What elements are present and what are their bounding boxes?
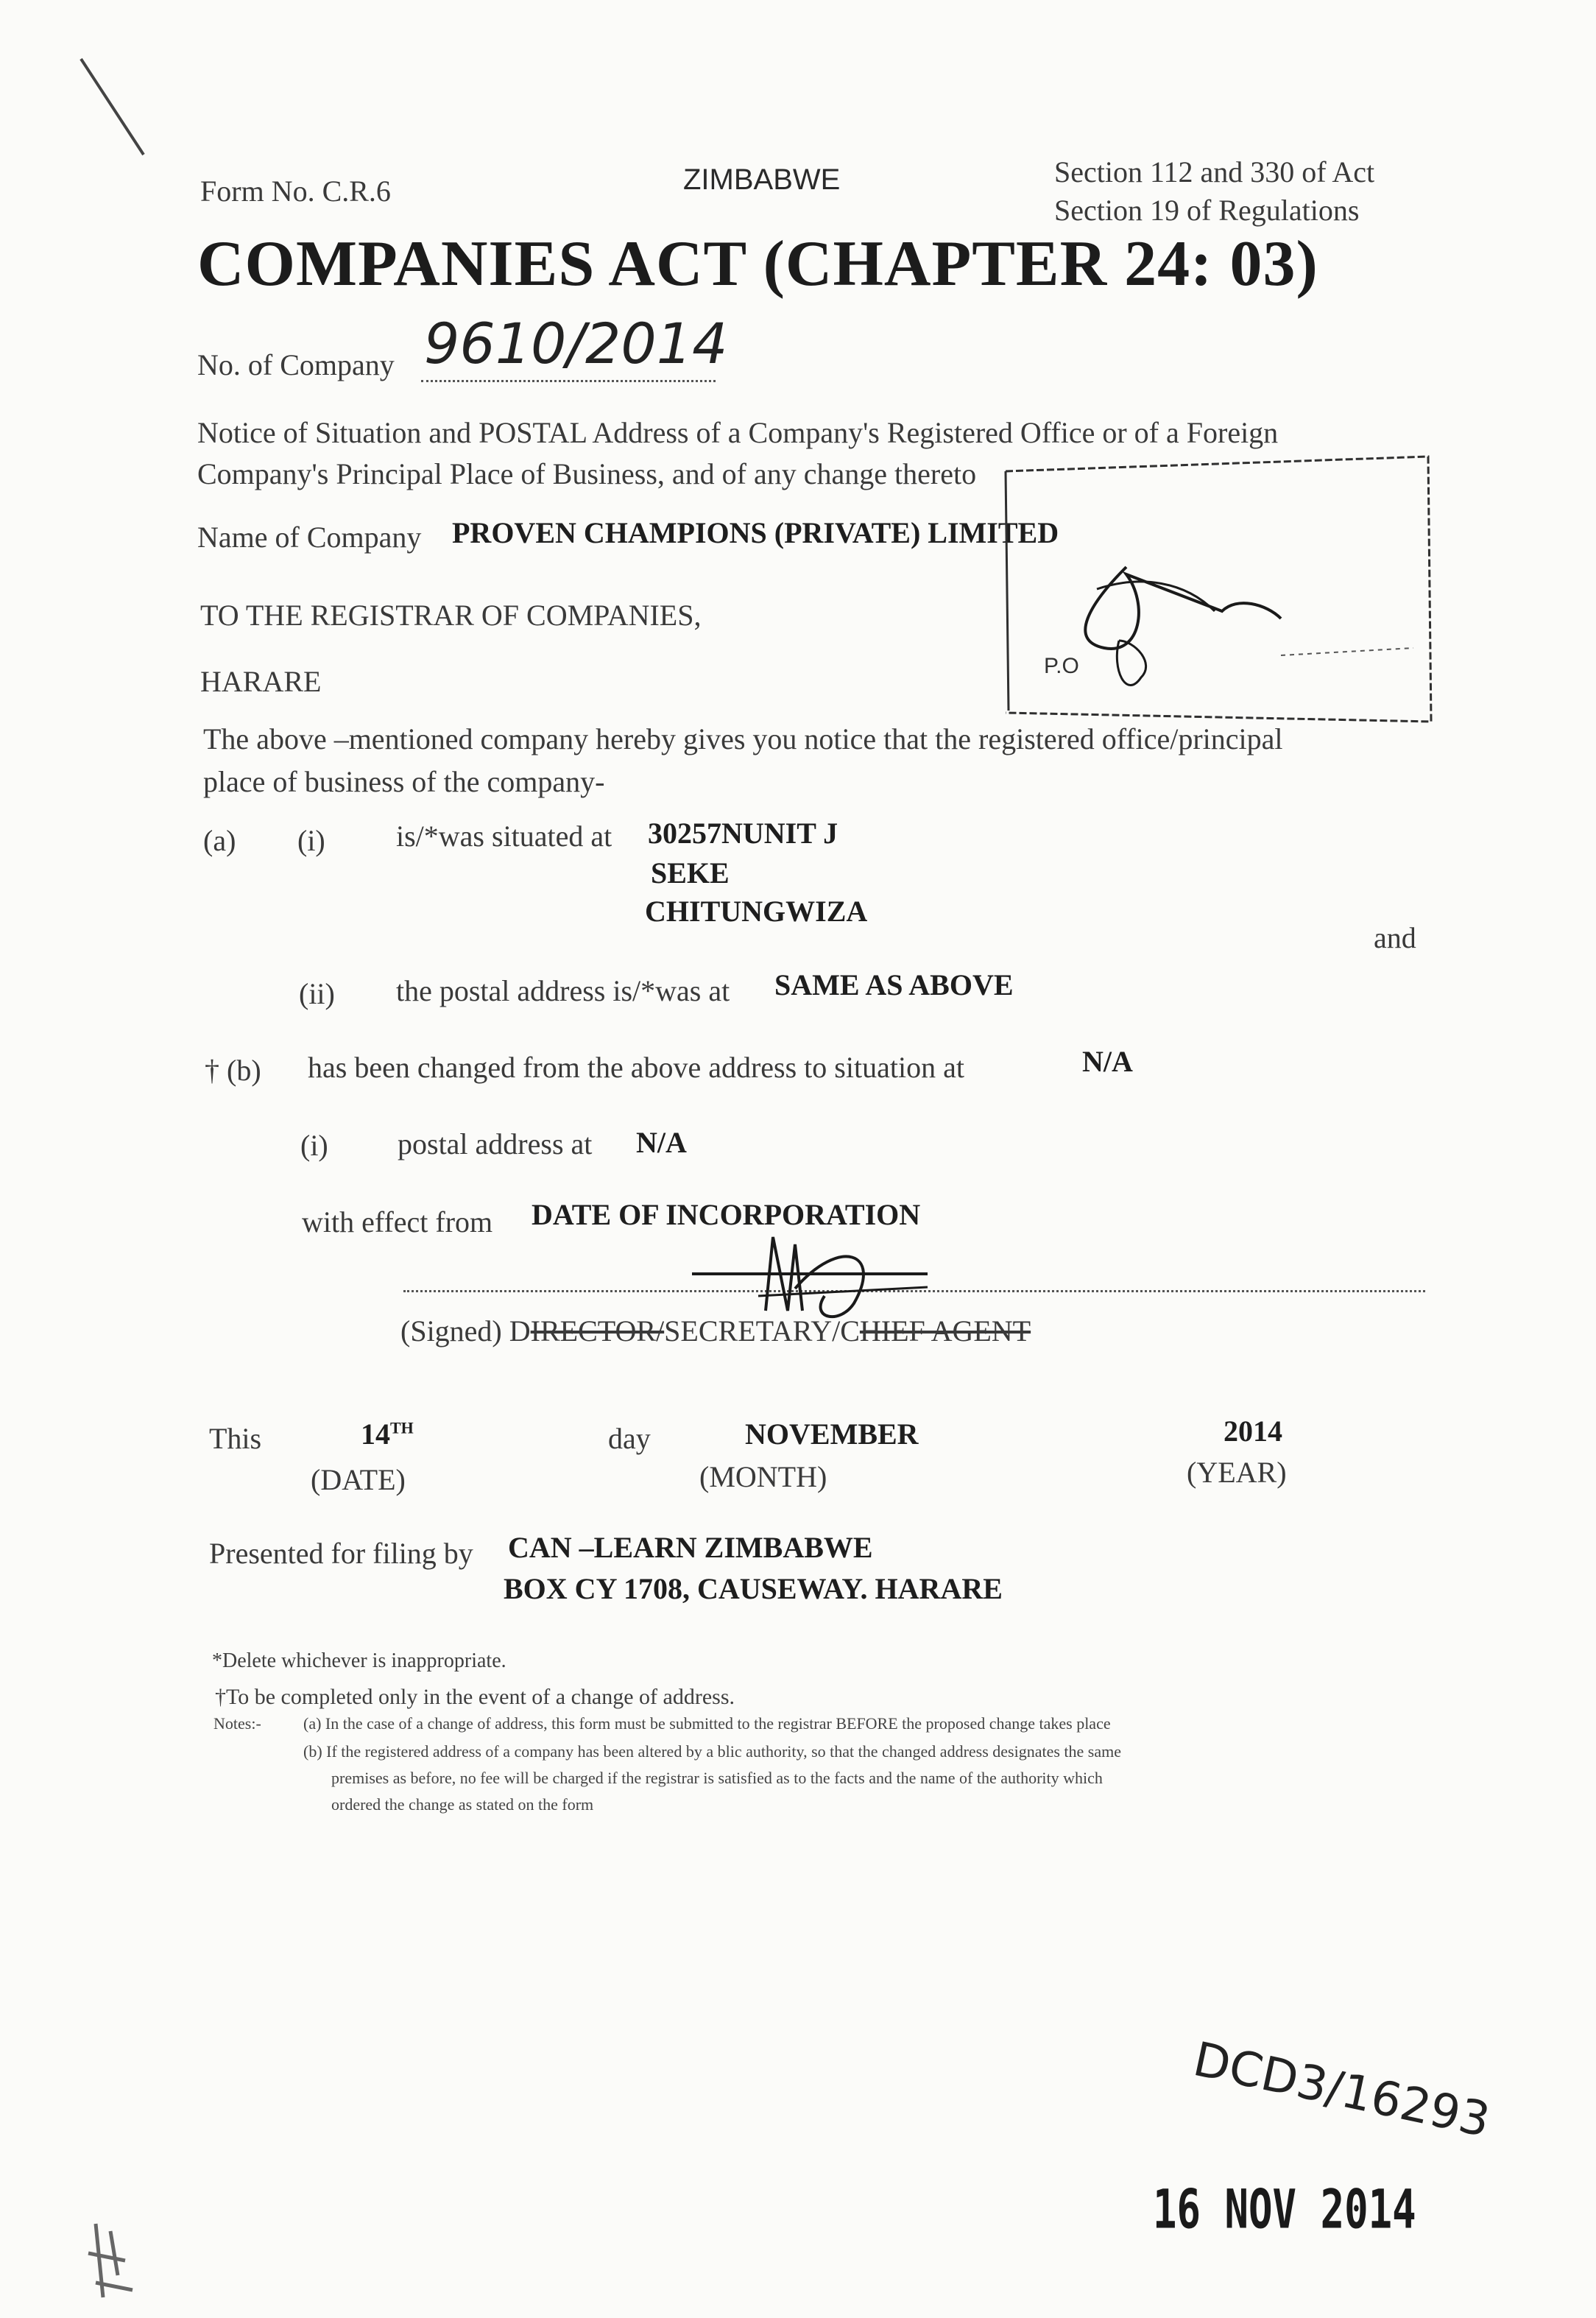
- notice-line-2: Company's Principal Place of Business, and of any change thereto: [197, 457, 977, 490]
- month-label: (MONTH): [699, 1460, 827, 1493]
- item-a-sub-ii: (ii): [299, 977, 335, 1010]
- addressee-line-2: HARARE: [200, 665, 322, 698]
- day-text: day: [608, 1422, 651, 1455]
- page-title: COMPANIES ACT (CHAPTER 24: 03): [197, 228, 1318, 300]
- body-line-2: place of business of the company-: [203, 765, 605, 798]
- note-b-line-2: premises as before, no fee will be charged if the registrar is satisfied as to the facts and the name of the authority which: [331, 1769, 1103, 1787]
- item-a-label: (a): [203, 824, 236, 857]
- handwritten-reference: DCD3/16293: [1188, 2032, 1495, 2149]
- note-b-line-3: ordered the change as stated on the form: [331, 1795, 594, 1814]
- address-line-2: SEKE: [651, 856, 730, 889]
- country-label: ZIMBABWE: [683, 163, 841, 196]
- form-number: Form No. C.R.6: [200, 175, 391, 208]
- date-day-value: [361, 1417, 414, 1451]
- signed-director-struck: IRECTOR/: [530, 1314, 665, 1348]
- day-number: 14: [361, 1417, 390, 1451]
- notes-label: Notes:-: [213, 1714, 261, 1733]
- this-text: This: [209, 1422, 262, 1455]
- signed-role: [400, 1314, 1031, 1348]
- item-b-sub-i: (i): [300, 1129, 328, 1162]
- received-date-stamp: 16 NOV 2014: [1153, 2178, 1416, 2241]
- company-number-label: No. of Company: [197, 348, 395, 381]
- presented-label: Presented for filing by: [209, 1537, 473, 1570]
- month-value: NOVEMBER: [745, 1417, 919, 1451]
- signed-prefix: (Signed) D: [400, 1314, 531, 1348]
- day-suffix: TH: [390, 1418, 414, 1437]
- presenter-address: BOX CY 1708, CAUSEWAY. HARARE: [504, 1572, 1003, 1605]
- footnote-delete: *Delete whichever is inappropriate.: [212, 1649, 506, 1672]
- item-a-sub-i: (i): [297, 824, 325, 857]
- item-a-situated-text: is/*was situated at: [396, 820, 612, 853]
- signed-secretary: SECRETARY/C: [664, 1314, 860, 1348]
- item-b-changed-text: has been changed from the above address to situation at: [308, 1051, 964, 1084]
- notice-line-1: Notice of Situation and POSTAL Address of a Company's Registered Office or of a Foreign: [197, 416, 1279, 449]
- note-a: (a) In the case of a change of address, this form must be submitted to the registrar BEFORE the proposed change takes place: [303, 1714, 1111, 1733]
- company-name-value: PROVEN CHAMPIONS (PRIVATE) LIMITED: [452, 516, 1059, 549]
- address-line-1: 30257NUNIT J: [648, 817, 838, 850]
- presenter-name: CAN –LEARN ZIMBABWE: [508, 1531, 873, 1564]
- office-stamp: [1001, 420, 1436, 729]
- postal-address-text: the postal address is/*was at: [396, 974, 730, 1007]
- item-b-value: N/A: [1082, 1045, 1133, 1078]
- effect-label: with effect from: [302, 1205, 493, 1239]
- company-number-value: 9610/2014: [424, 311, 728, 376]
- postal-address-value: SAME AS ABOVE: [774, 968, 1014, 1001]
- item-b-label: † (b): [205, 1054, 261, 1087]
- year-label: (YEAR): [1187, 1456, 1287, 1489]
- footnote-complete: †To be completed only in the event of a change of address.: [215, 1685, 735, 1709]
- note-b-line-1: (b) If the registered address of a company has been altered by a blic authority, so that the changed address designates the same: [303, 1742, 1121, 1761]
- company-name-label: Name of Company: [197, 521, 422, 554]
- addressee-line-1: TO THE REGISTRAR OF COMPANIES,: [200, 599, 702, 632]
- address-line-3: CHITUNGWIZA: [645, 895, 868, 928]
- company-number-field: [421, 311, 728, 382]
- item-b-postal-text: postal address at: [398, 1127, 593, 1160]
- signed-chief-agent-struck: HIEF AGENT: [859, 1314, 1031, 1348]
- year-value: 2014: [1224, 1415, 1282, 1448]
- item-b-postal-value: N/A: [636, 1126, 687, 1159]
- date-label: (DATE): [311, 1463, 406, 1496]
- section-regulations: Section 19 of Regulations: [1054, 194, 1360, 227]
- body-line-1: The above –mentioned company hereby gives you notice that the registered office/principal: [203, 722, 1283, 755]
- and-text: and: [1374, 921, 1416, 954]
- corner-smudge: [74, 2209, 155, 2312]
- margin-mark: [74, 52, 155, 162]
- stamp-po-label: P.O: [1044, 654, 1079, 678]
- effect-value: DATE OF INCORPORATION: [532, 1198, 921, 1231]
- section-act: Section 112 and 330 of Act: [1054, 155, 1375, 189]
